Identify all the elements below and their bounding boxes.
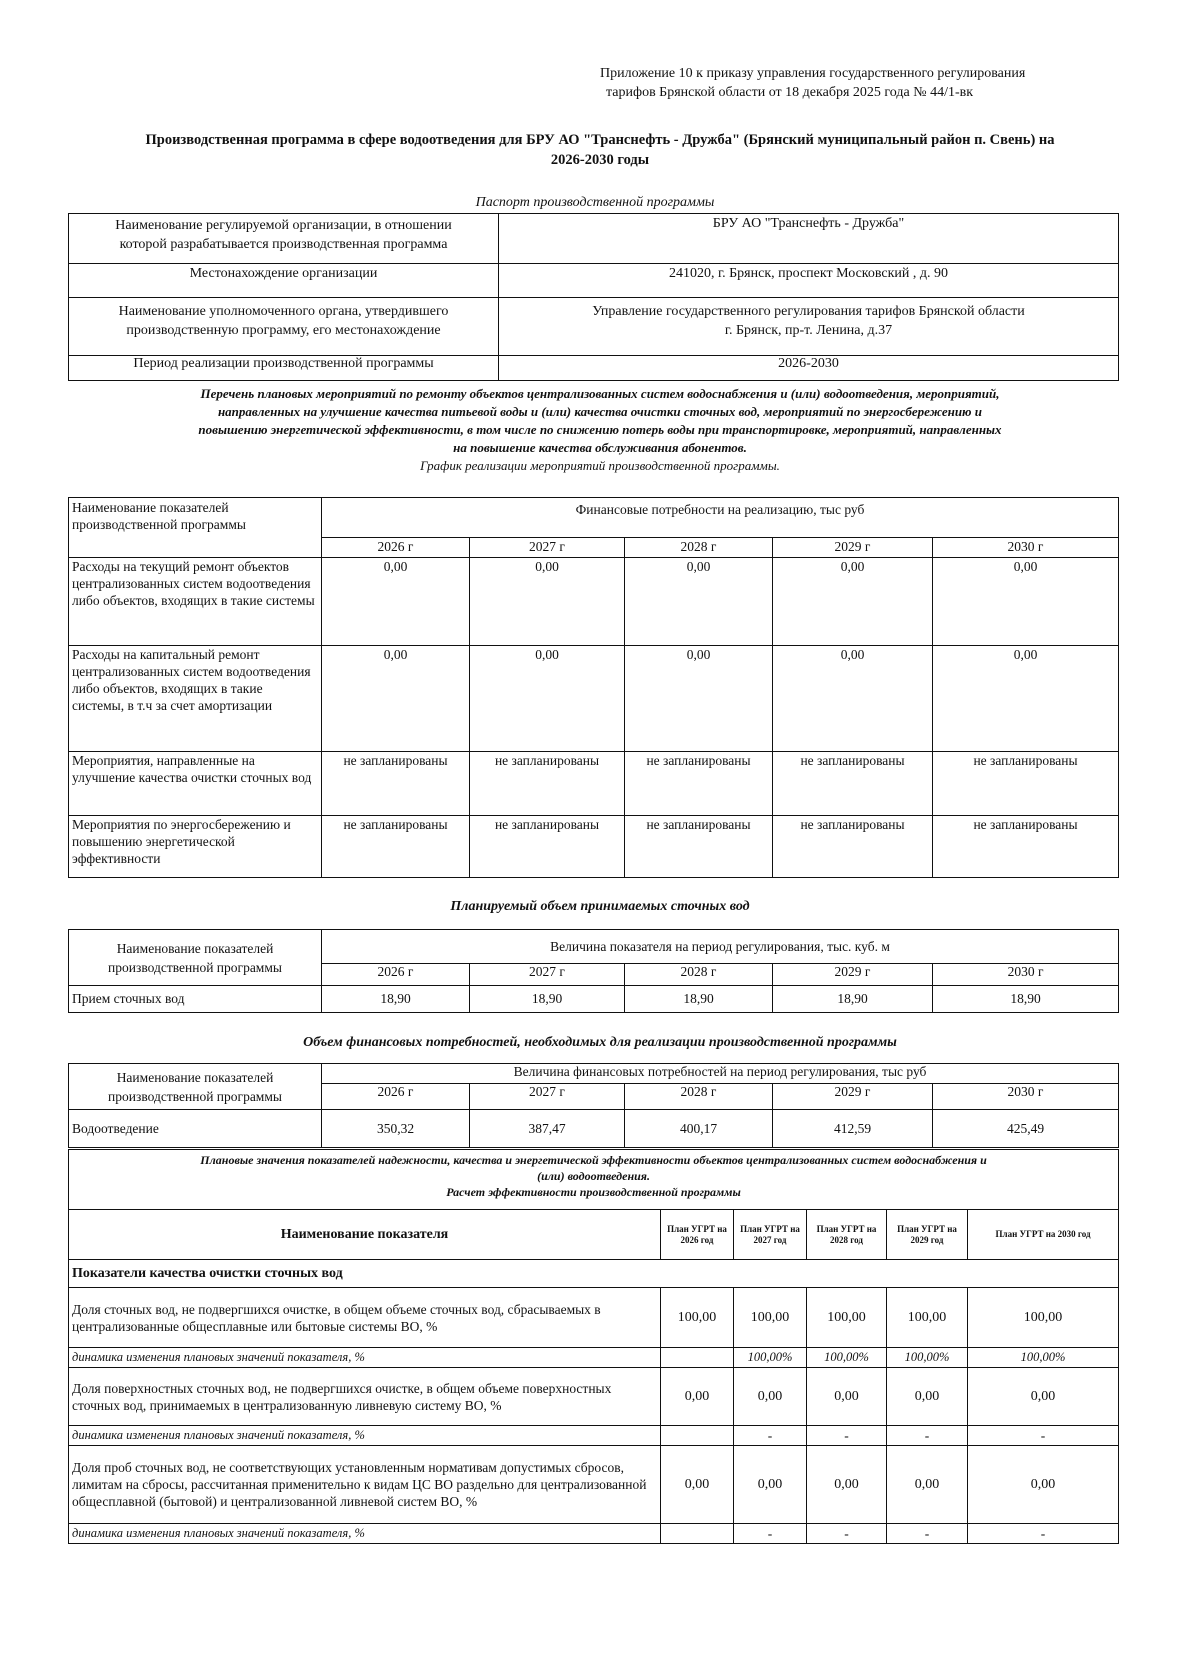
measures-table <box>68 497 1119 878</box>
indicators-header-row <box>69 1210 1119 1260</box>
passport-label-line: Наименование уполномоченного органа, утвердившего <box>118 304 449 319</box>
dynamics-row <box>69 1348 1119 1368</box>
passport-value <box>499 264 1119 298</box>
indicator-value: 0,00 <box>887 1368 968 1426</box>
passport-label <box>69 356 499 381</box>
measures-value: 0,00 <box>773 646 933 752</box>
dynamics-row <box>69 1524 1119 1544</box>
year-header: 2030 г <box>933 538 1119 558</box>
volume-head-label: Наименование показателей производственной программы <box>69 930 322 986</box>
finance-value: 387,47 <box>470 1110 625 1148</box>
appendix-line-1: Приложение 10 к приказу управления государственного регулирования <box>600 66 1026 81</box>
year-header: 2026 г <box>322 538 470 558</box>
indicators-heading-row <box>69 1150 1119 1210</box>
measures-row <box>69 816 1119 878</box>
year-header: 2026 г <box>322 1084 470 1110</box>
indicator-label: Доля поверхностных сточных вод, не подвергшихся очистке, в общем объеме поверхностных сточных вод, принимаемых в централизованную ливневую систему ВО, % <box>69 1368 661 1426</box>
finance-row-label: Водоотведение <box>69 1110 322 1148</box>
passport-label-line: Период реализации производственной программы <box>133 356 434 371</box>
indicators-heading-line: Плановые значения показателей надежности, качества и энергетической эффективности объектов централизованных систем водоснабжения и <box>200 1153 987 1167</box>
indicator-value: 100,00 <box>807 1288 887 1348</box>
passport-label-line: Наименование регулируемой организации, в отношении <box>115 218 452 233</box>
year-header: 2027 г <box>470 1084 625 1110</box>
indicators-section-row <box>69 1260 1119 1288</box>
dynamics-value: 100,00% <box>968 1348 1119 1368</box>
measures-header-row <box>69 498 1119 538</box>
measures-value: не запланированы <box>470 816 625 878</box>
dynamics-label: динамика изменения плановых значений показателя, % <box>69 1524 661 1544</box>
passport-heading: Паспорт производственной программы <box>475 195 715 210</box>
passport-row <box>69 264 1119 298</box>
passport-label-line: производственную программу, его местонахождение <box>126 323 441 338</box>
year-header: 2029 г <box>773 964 933 986</box>
title-line-1: Производственная программа в сфере водоотведения для БРУ АО "Транснефть - Дружба" (Брянский муниципальный район п. Свень) на <box>145 132 1055 148</box>
year-header: 2029 г <box>773 1084 933 1110</box>
measures-value: не запланированы <box>470 752 625 816</box>
indicator-value: 0,00 <box>661 1368 734 1426</box>
measures-value: 0,00 <box>470 646 625 752</box>
measures-intro-line: направленных на улучшение качества питьевой воды и (или) качества очистки сточных вод, мероприятий по энергосбережению и <box>217 404 983 419</box>
dynamics-value: - <box>887 1524 968 1544</box>
dynamics-label: динамика изменения плановых значений показателя, % <box>69 1348 661 1368</box>
appendix-note <box>600 64 1160 102</box>
measures-row <box>69 752 1119 816</box>
volume-value: 18,90 <box>322 986 470 1013</box>
finance-table <box>68 1063 1119 1148</box>
measures-value: не запланированы <box>933 752 1119 816</box>
plan-year-header: План УГРТ на 2026 год <box>661 1210 734 1260</box>
passport-value-line: Управление государственного регулирования тарифов Брянской области <box>592 304 1025 319</box>
finance-head-group: Величина финансовых потребностей на период регулирования, тыс руб <box>322 1064 1119 1084</box>
indicators-table <box>68 1149 1119 1544</box>
measures-row-label: Мероприятия по энергосбережению и повышению энергетической эффективности <box>69 816 322 878</box>
plan-year-header: План УГРТ на 2027 год <box>734 1210 807 1260</box>
indicators-heading-line: Расчет эффективности производственной программы <box>446 1185 741 1199</box>
indicator-row <box>69 1288 1119 1348</box>
dynamics-value: - <box>968 1524 1119 1544</box>
measures-head-group: Финансовые потребности на реализацию, тыс руб <box>322 498 1119 538</box>
dynamics-row <box>69 1426 1119 1446</box>
plan-year-header: План УГРТ на 2029 год <box>887 1210 968 1260</box>
measures-row <box>69 558 1119 646</box>
measures-value: 0,00 <box>625 558 773 646</box>
indicator-value: 0,00 <box>734 1368 807 1426</box>
passport-label <box>69 214 499 264</box>
passport-label <box>69 264 499 298</box>
measures-value: не запланированы <box>322 752 470 816</box>
indicator-label: Доля сточных вод, не подвергшихся очистке, в общем объеме сточных вод, сбрасываемых в централизованные общесплавные или бытовые системы ВО, % <box>69 1288 661 1348</box>
dynamics-value: 100,00% <box>807 1348 887 1368</box>
indicator-row <box>69 1446 1119 1524</box>
indicator-name-header: Наименование показателя <box>69 1210 661 1260</box>
year-header: 2030 г <box>933 964 1119 986</box>
passport-label-line: которой разрабатывается производственная программа <box>119 237 448 252</box>
finance-value: 412,59 <box>773 1110 933 1148</box>
finance-value: 425,49 <box>933 1110 1119 1148</box>
dynamics-value: 100,00% <box>887 1348 968 1368</box>
finance-value: 350,32 <box>322 1110 470 1148</box>
measures-value: 0,00 <box>933 646 1119 752</box>
volume-row-label: Прием сточных вод <box>69 986 322 1013</box>
dynamics-value <box>661 1348 734 1368</box>
indicator-value: 0,00 <box>807 1368 887 1426</box>
volume-value: 18,90 <box>625 986 773 1013</box>
indicator-value: 100,00 <box>734 1288 807 1348</box>
year-header: 2028 г <box>625 538 773 558</box>
passport-label <box>69 298 499 356</box>
volume-value: 18,90 <box>933 986 1119 1013</box>
measures-intro-line: на повышение качества обслуживания абонентов. <box>453 440 747 455</box>
finance-head-label: Наименование показателей производственной программы <box>69 1064 322 1110</box>
dynamics-value: - <box>968 1426 1119 1446</box>
dynamics-label: динамика изменения плановых значений показателя, % <box>69 1426 661 1446</box>
passport-value <box>499 214 1119 264</box>
measures-head-label: Наименование показателей производственной программы <box>69 498 322 558</box>
indicator-value: 100,00 <box>887 1288 968 1348</box>
dynamics-value: - <box>734 1524 807 1544</box>
indicators-heading-line: (или) водоотведения. <box>537 1169 650 1183</box>
indicator-value: 100,00 <box>968 1288 1119 1348</box>
dynamics-value: - <box>734 1426 807 1446</box>
dynamics-value <box>661 1426 734 1446</box>
finance-value: 400,17 <box>625 1110 773 1148</box>
year-header: 2027 г <box>470 964 625 986</box>
year-header: 2027 г <box>470 538 625 558</box>
title-line-2: 2026-2030 годы <box>550 152 650 168</box>
measures-value: 0,00 <box>933 558 1119 646</box>
indicator-label: Доля проб сточных вод, не соответствующих установленным нормативам допустимых сбросов, лимитам на сбросы, рассчитанная применительно к видам ЦС ВО раздельно для централизованной общесплавной (бытовой) и централизованной ливневой систем ВО, % <box>69 1446 661 1524</box>
passport-value-line: 2026-2030 <box>778 356 839 371</box>
measures-value: не запланированы <box>322 816 470 878</box>
passport-value-line: 241020, г. Брянск, проспект Московский , д. 90 <box>668 266 949 281</box>
finance-heading: Объем финансовых потребностей, необходимых для реализации производственной программы <box>303 1035 897 1050</box>
year-header: 2028 г <box>625 1084 773 1110</box>
measures-value: 0,00 <box>322 646 470 752</box>
measures-value: 0,00 <box>625 646 773 752</box>
year-header: 2029 г <box>773 538 933 558</box>
measures-schedule-heading: График реализации мероприятий производственной программы. <box>420 458 780 473</box>
dynamics-value <box>661 1524 734 1544</box>
volume-table <box>68 929 1119 1013</box>
indicator-value: 0,00 <box>887 1446 968 1524</box>
measures-row <box>69 646 1119 752</box>
indicator-value: 0,00 <box>807 1446 887 1524</box>
measures-intro-line: Перечень плановых мероприятий по ремонту объектов централизованных систем водоснабжения и (или) водоотведения, мероприятий, <box>200 386 1000 401</box>
measures-value: не запланированы <box>625 816 773 878</box>
dynamics-value: - <box>887 1426 968 1446</box>
indicator-value: 0,00 <box>734 1446 807 1524</box>
measures-row-label: Расходы на текущий ремонт объектов централизованных систем водоотведения либо объектов, входящих в такие системы <box>69 558 322 646</box>
measures-value: 0,00 <box>470 558 625 646</box>
indicators-section-title: Показатели качества очистки сточных вод <box>69 1260 1119 1288</box>
year-header: 2026 г <box>322 964 470 986</box>
finance-row <box>69 1110 1119 1148</box>
indicator-value: 0,00 <box>968 1368 1119 1426</box>
year-header: 2028 г <box>625 964 773 986</box>
measures-value: 0,00 <box>773 558 933 646</box>
measures-value: 0,00 <box>322 558 470 646</box>
passport-value-line: БРУ АО "Транснефть - Дружба" <box>712 216 905 231</box>
passport-label-line: Местонахождение организации <box>189 266 378 281</box>
volume-header-row <box>69 930 1119 964</box>
volume-row <box>69 986 1119 1013</box>
plan-year-header: План УГРТ на 2028 год <box>807 1210 887 1260</box>
dynamics-value: - <box>807 1426 887 1446</box>
passport-row <box>69 356 1119 381</box>
appendix-line-2: тарифов Брянской области от 18 декабря 2025 года № 44/1-вк <box>606 85 974 100</box>
document-title <box>60 130 1140 170</box>
measures-value: не запланированы <box>933 816 1119 878</box>
indicators-heading <box>69 1150 1119 1210</box>
indicator-value: 0,00 <box>968 1446 1119 1524</box>
measures-value: не запланированы <box>773 816 933 878</box>
measures-intro-line: повышению энергетической эффективности, в том числе по снижению потерь воды при транспортировке, мероприятий, направленных <box>198 422 1002 437</box>
indicator-row <box>69 1368 1119 1426</box>
finance-header-row <box>69 1064 1119 1084</box>
measures-row-label: Расходы на капитальный ремонт централизованных систем водоотведения либо объектов, входящих в такие системы, в т.ч за счет амортизации <box>69 646 322 752</box>
year-header: 2030 г <box>933 1084 1119 1110</box>
indicator-value: 0,00 <box>661 1446 734 1524</box>
measures-row-label: Мероприятия, направленные на улучшение качества очистки сточных вод <box>69 752 322 816</box>
indicator-value: 100,00 <box>661 1288 734 1348</box>
volume-heading: Планируемый объем принимаемых сточных вод <box>450 899 750 914</box>
passport-row <box>69 298 1119 356</box>
passport-value <box>499 298 1119 356</box>
passport-row <box>69 214 1119 264</box>
passport-value <box>499 356 1119 381</box>
measures-value: не запланированы <box>773 752 933 816</box>
volume-value: 18,90 <box>470 986 625 1013</box>
passport-value-line: г. Брянск, пр-т. Ленина, д.37 <box>724 323 893 338</box>
plan-year-header: План УГРТ на 2030 год <box>968 1210 1119 1260</box>
dynamics-value: 100,00% <box>734 1348 807 1368</box>
volume-head-group: Величина показателя на период регулирования, тыс. куб. м <box>322 930 1119 964</box>
passport-table <box>68 213 1119 381</box>
measures-intro <box>60 385 1140 475</box>
dynamics-value: - <box>807 1524 887 1544</box>
measures-value: не запланированы <box>625 752 773 816</box>
volume-value: 18,90 <box>773 986 933 1013</box>
